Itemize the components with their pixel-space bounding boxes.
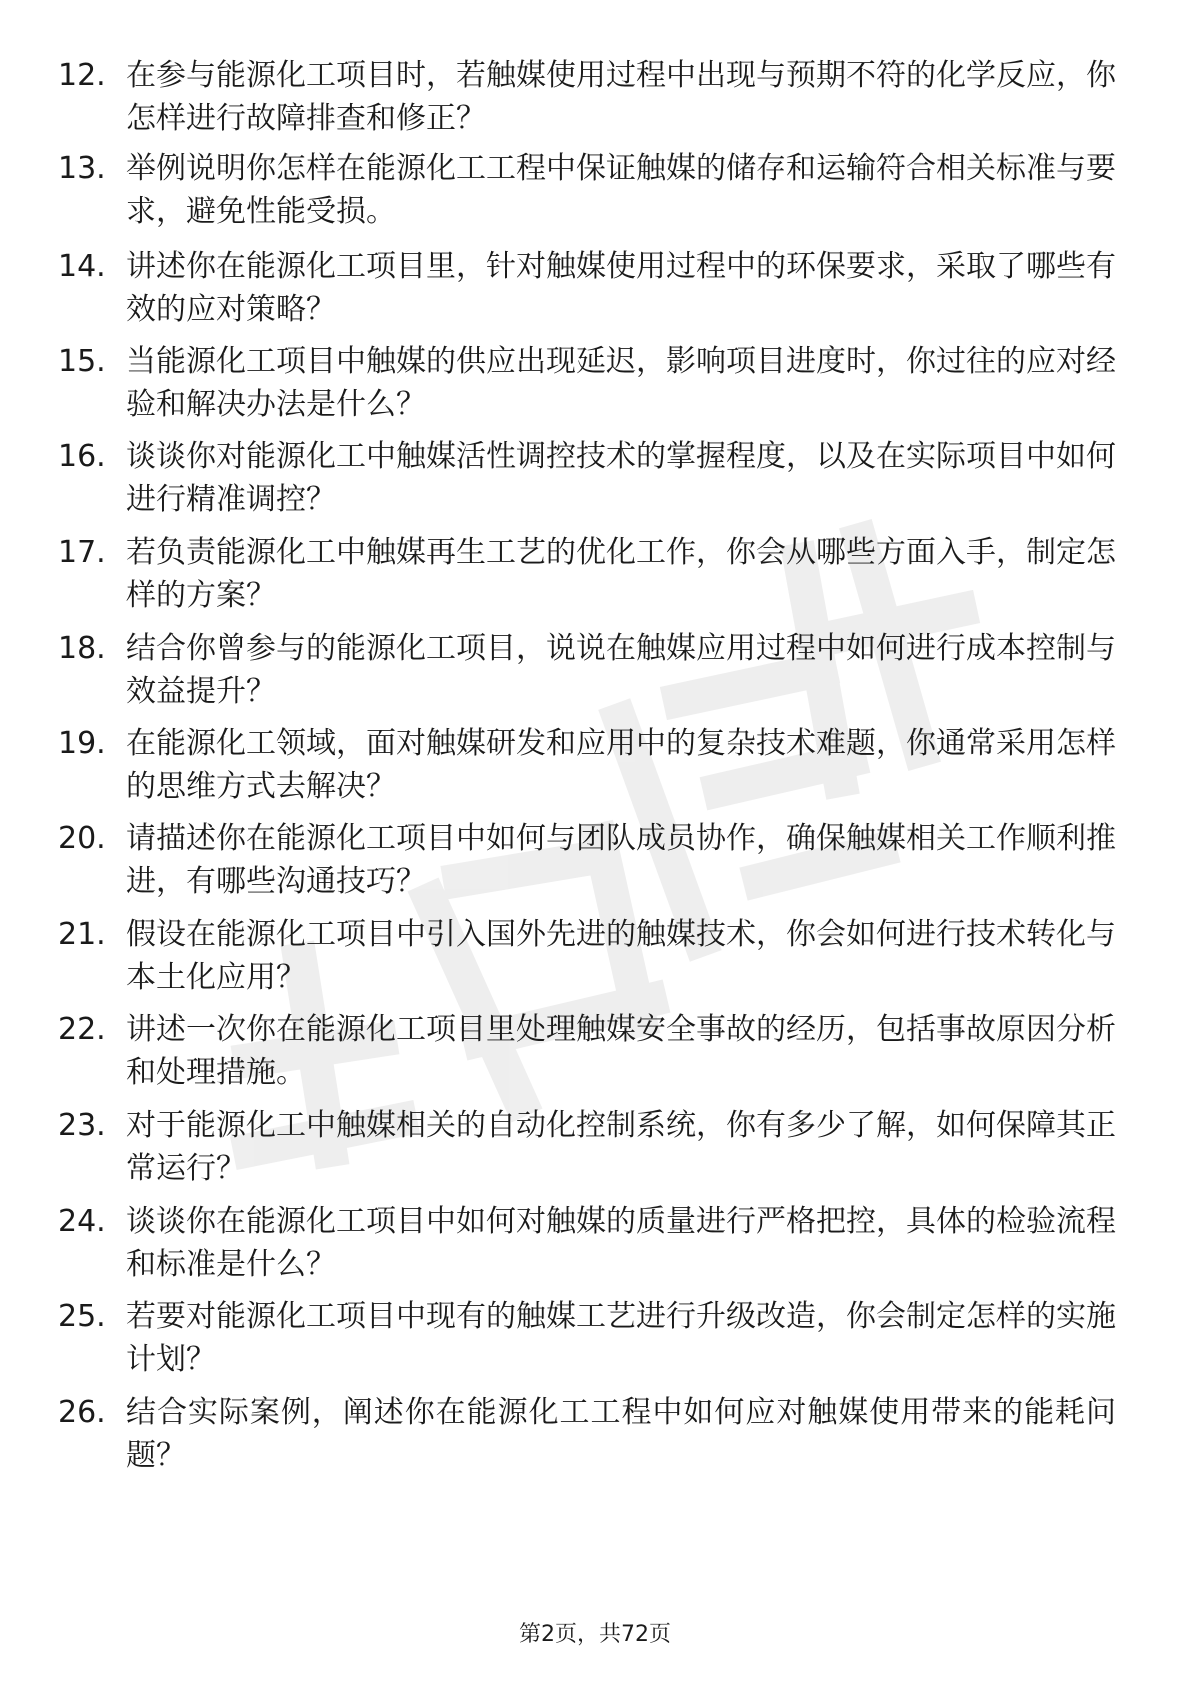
question-text: 举例说明你怎样在能源化工工程中保证触媒的储存和运输符合相关标准与要求，避免性能受损。 bbox=[126, 151, 1116, 229]
question-item bbox=[58, 722, 1118, 808]
question-text: 若要对能源化工项目中现有的触媒工艺进行升级改造，你会制定怎样的实施计划？ bbox=[126, 1299, 1116, 1377]
question-number: 16. bbox=[58, 439, 106, 474]
question-number: 17. bbox=[58, 535, 106, 570]
question-item bbox=[58, 1295, 1118, 1381]
question-number: 18. bbox=[58, 631, 106, 666]
question-text: 谈谈你对能源化工中触媒活性调控技术的掌握程度，以及在实际项目中如何进行精准调控？ bbox=[126, 439, 1116, 517]
question-item bbox=[58, 913, 1118, 999]
question-item bbox=[58, 435, 1118, 521]
question-number: 12. bbox=[58, 58, 106, 93]
question-text: 讲述一次你在能源化工项目里处理触媒安全事故的经历，包括事故原因分析和处理措施。 bbox=[126, 1012, 1116, 1090]
question-text: 谈谈你在能源化工项目中如何对触媒的质量进行严格把控，具体的检验流程和标准是什么？ bbox=[126, 1204, 1116, 1282]
question-item bbox=[58, 245, 1118, 331]
question-item bbox=[58, 1200, 1118, 1286]
question-number: 14. bbox=[58, 249, 106, 284]
question-text: 讲述你在能源化工项目里，针对触媒使用过程中的环保要求，采取了哪些有效的应对策略？ bbox=[126, 249, 1116, 327]
question-text: 请描述你在能源化工项目中如何与团队成员协作，确保触媒相关工作顺利推进，有哪些沟通技巧？ bbox=[126, 821, 1116, 899]
question-number: 20. bbox=[58, 821, 106, 856]
question-number: 22. bbox=[58, 1012, 106, 1047]
question-text: 当能源化工项目中触媒的供应出现延迟，影响项目进度时，你过往的应对经验和解决办法是什么？ bbox=[126, 344, 1116, 422]
question-text: 在参与能源化工项目时，若触媒使用过程中出现与预期不符的化学反应，你怎样进行故障排查和修正？ bbox=[126, 58, 1116, 136]
question-item bbox=[58, 147, 1118, 233]
question-number: 19. bbox=[58, 726, 106, 761]
question-item bbox=[58, 1391, 1118, 1477]
question-text: 结合你曾参与的能源化工项目，说说在触媒应用过程中如何进行成本控制与效益提升？ bbox=[126, 631, 1116, 709]
question-item bbox=[58, 340, 1118, 426]
question-number: 23. bbox=[58, 1108, 106, 1143]
question-number: 15. bbox=[58, 344, 106, 379]
question-item bbox=[58, 1008, 1118, 1094]
question-text: 假设在能源化工项目中引入国外先进的触媒技术，你会如何进行技术转化与本土化应用？ bbox=[126, 917, 1116, 995]
question-text: 对于能源化工中触媒相关的自动化控制系统，你有多少了解，如何保障其正常运行？ bbox=[126, 1108, 1116, 1186]
question-item bbox=[58, 1104, 1118, 1190]
question-number: 25. bbox=[58, 1299, 106, 1334]
question-number: 24. bbox=[58, 1204, 106, 1239]
question-item bbox=[58, 531, 1118, 617]
question-item bbox=[58, 54, 1118, 140]
question-text: 若负责能源化工中触媒再生工艺的优化工作，你会从哪些方面入手，制定怎样的方案？ bbox=[126, 535, 1116, 613]
question-item bbox=[58, 817, 1118, 903]
question-item bbox=[58, 627, 1118, 713]
question-text: 在能源化工领域，面对触媒研发和应用中的复杂技术难题，你通常采用怎样的思维方式去解决？ bbox=[126, 726, 1116, 804]
page-footer: 第2页，共72页 bbox=[519, 1622, 671, 1647]
question-number: 21. bbox=[58, 917, 106, 952]
question-number: 26. bbox=[58, 1395, 106, 1430]
question-number: 13. bbox=[58, 151, 106, 186]
question-text: 结合实际案例，阐述你在能源化工工程中如何应对触媒使用带来的能耗问题？ bbox=[126, 1395, 1116, 1473]
